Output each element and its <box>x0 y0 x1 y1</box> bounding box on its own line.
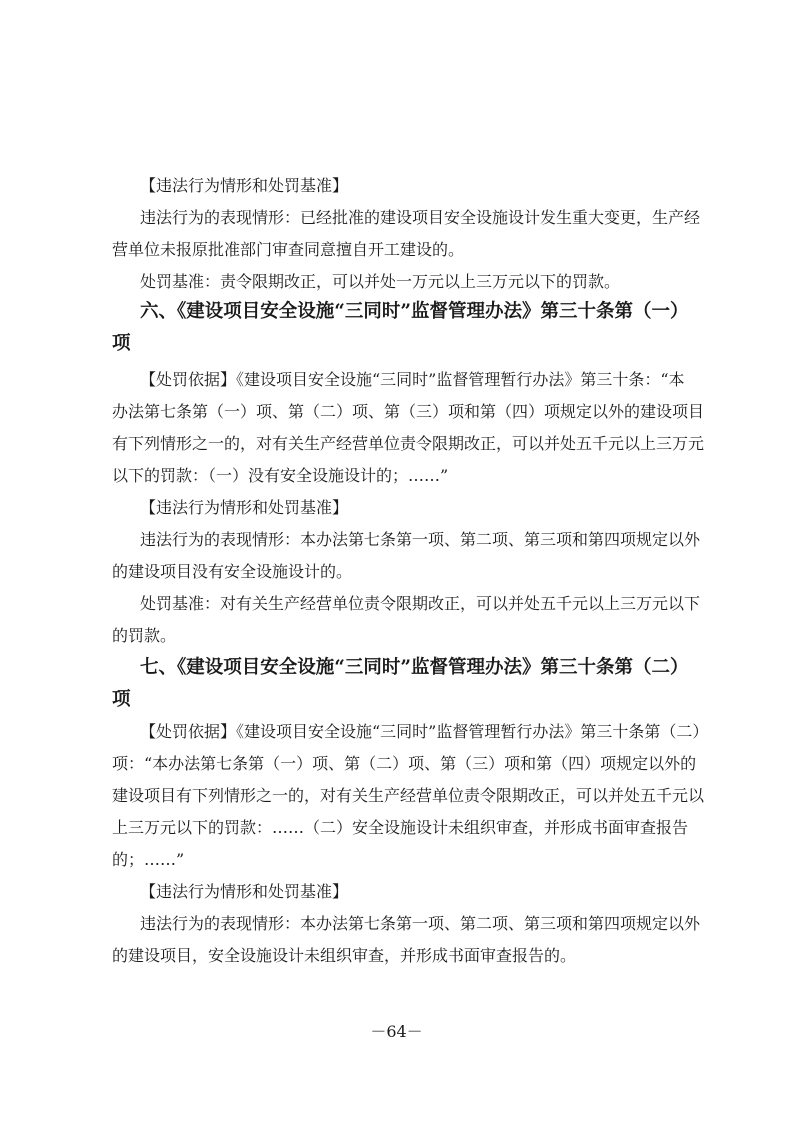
paragraph-line: 项：“本办法第七条第（一）项、第（二）项、第（三）项和第（四）项规定以外的 <box>112 754 697 773</box>
section-label: 【违法行为情形和处罚基准】 <box>140 176 349 195</box>
paragraph-line: 违法行为的表现情形：本办法第七条第一项、第二项、第三项和第四项规定以外 <box>140 914 701 933</box>
paragraph-line: 有下列情形之一的，对有关生产经营单位责令限期改正，可以并处五千元以上三万元 <box>112 434 705 453</box>
paragraph-line: 违法行为的表现情形：已经批准的建设项目安全设施设计发生重大变更，生产经 <box>140 208 701 227</box>
paragraph-line: 处罚基准：对有关生产经营单位责令限期改正，可以并处五千元以上三万元以下 <box>140 594 701 613</box>
paragraph-line: 建设项目有下列情形之一的，对有关生产经营单位责令限期改正，可以并处五千元以 <box>112 786 705 805</box>
paragraph-line: 上三万元以下的罚款：……（二）安全设施设计未组织审查，并形成书面审查报告 <box>112 818 689 837</box>
section-heading: 六、《建设项目安全设施“三同时”监督管理办法》第三十条第（一） <box>140 301 689 322</box>
paragraph-line: 营单位未报原批准部门审查同意擅自开工建设的。 <box>112 240 465 259</box>
paragraph-line: 的建设项目，安全设施设计未组织审查，并形成书面审查报告的。 <box>112 946 577 965</box>
page-number: －64－ <box>370 1022 423 1041</box>
section-label: 【违法行为情形和处罚基准】 <box>140 498 349 517</box>
section-heading: 七、《建设项目安全设施“三同时”监督管理办法》第三十条第（二） <box>140 657 689 678</box>
paragraph-line: 的罚款。 <box>112 626 177 645</box>
section-heading-continued: 项 <box>112 333 131 354</box>
paragraph-line: 的；……” <box>112 850 185 869</box>
paragraph-line: 违法行为的表现情形：本办法第七条第一项、第二项、第三项和第四项规定以外 <box>140 530 701 549</box>
paragraph-line: 以下的罚款：（一）没有安全设施设计的；……” <box>112 466 449 485</box>
paragraph-line: 【处罚依据】《建设项目安全设施“三同时”监督管理暂行办法》第三十条：“本 <box>140 370 685 389</box>
paragraph-line: 【处罚依据】《建设项目安全设施“三同时”监督管理暂行办法》第三十条第（二） <box>140 722 709 741</box>
section-label: 【违法行为情形和处罚基准】 <box>140 882 349 901</box>
paragraph-line: 的建设项目没有安全设施设计的。 <box>112 562 353 581</box>
paragraph-line: 办法第七条第（一）项、第（二）项、第（三）项和第（四）项规定以外的建设项目 <box>112 402 705 421</box>
paragraph-line: 处罚基准：责令限期改正，可以并处一万元以上三万元以下的罚款。 <box>140 272 621 291</box>
section-heading-continued: 项 <box>112 689 131 710</box>
